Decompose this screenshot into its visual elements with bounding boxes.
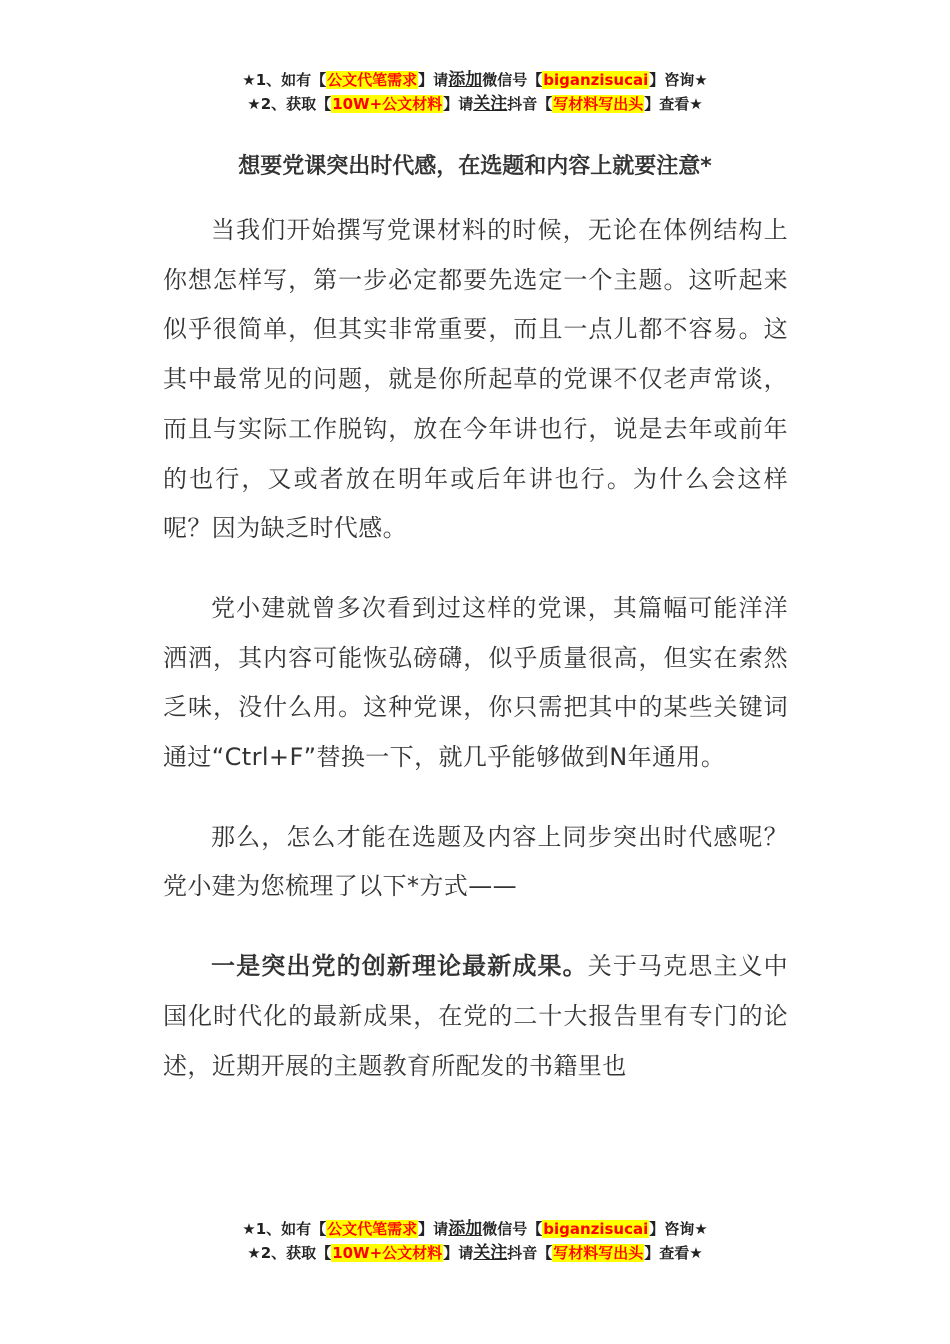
paragraph: 当我们开始撰写党课材料的时候，无论在体例结构上你想怎样写，第一步必定都要先选定一个主题。这听起来似乎很简单，但其实非常重要，而且一点儿都不容易。这其中最常见的问题，就是你所起草的党课不仅老声常谈，而且与实际工作脱钩，放在今年讲也行，说是去年或前年的也行，又或者放在明年或后年讲也行。为什么会这样呢？因为缺乏时代感。 — [163, 216, 788, 543]
paragraph: 那么，怎么才能在选题及内容上同步突出时代感呢？党小建为您梳理了以下*方式—— — [163, 822, 788, 901]
emphasis-text: 关注 — [473, 1243, 508, 1263]
banner-line-1: ★1、如有【公文代笔需求】请添加微信号【biganzisucai】咨询★ — [242, 70, 708, 90]
emphasis-text: 添加 — [448, 70, 483, 90]
document-body — [163, 206, 788, 1121]
service-highlight: 公文代笔需求 — [327, 71, 418, 89]
footer-banner — [0, 1217, 950, 1265]
emphasis-text: 关注 — [473, 94, 508, 114]
wechat-id-highlight: biganzisucai — [543, 1220, 649, 1238]
materials-highlight: 10W+公文材料 — [332, 95, 443, 113]
header-banner — [0, 68, 950, 116]
banner-line-2: ★2、获取【10W+公文材料】请关注抖音【写材料写出头】查看★ — [247, 94, 703, 114]
douyin-id-highlight: 写材料写出头 — [553, 1244, 644, 1262]
document-title: 想要党课突出时代感，在选题和内容上就要注意* — [238, 154, 712, 179]
douyin-id-highlight: 写材料写出头 — [553, 95, 644, 113]
paragraph-lead: 一是突出党的创新理论最新成果。 — [211, 952, 588, 981]
paragraph: 一是突出党的创新理论最新成果。关于马克思主义中国化时代化的最新成果，在党的二十大报告里有专门的论述，近期开展的主题教育所配发的书籍里也 — [163, 952, 789, 1080]
paragraph: 党小建就曾多次看到过这样的党课，其篇幅可能洋洋洒洒，其内容可能恢弘磅礴，似乎质量很高，但实在索然乏味，没什么用。这种党课，你只需把其中的某些关键词通过“Ctrl+F”替换一下，就几乎能够做到N年通用。 — [163, 593, 788, 772]
emphasis-text: 添加 — [448, 1219, 483, 1239]
banner-line-1: ★1、如有【公文代笔需求】请添加微信号【biganzisucai】咨询★ — [242, 1219, 708, 1239]
materials-highlight: 10W+公文材料 — [332, 1244, 443, 1262]
wechat-id-highlight: biganzisucai — [543, 71, 649, 89]
service-highlight: 公文代笔需求 — [327, 1220, 418, 1238]
banner-line-2: ★2、获取【10W+公文材料】请关注抖音【写材料写出头】查看★ — [247, 1243, 703, 1263]
